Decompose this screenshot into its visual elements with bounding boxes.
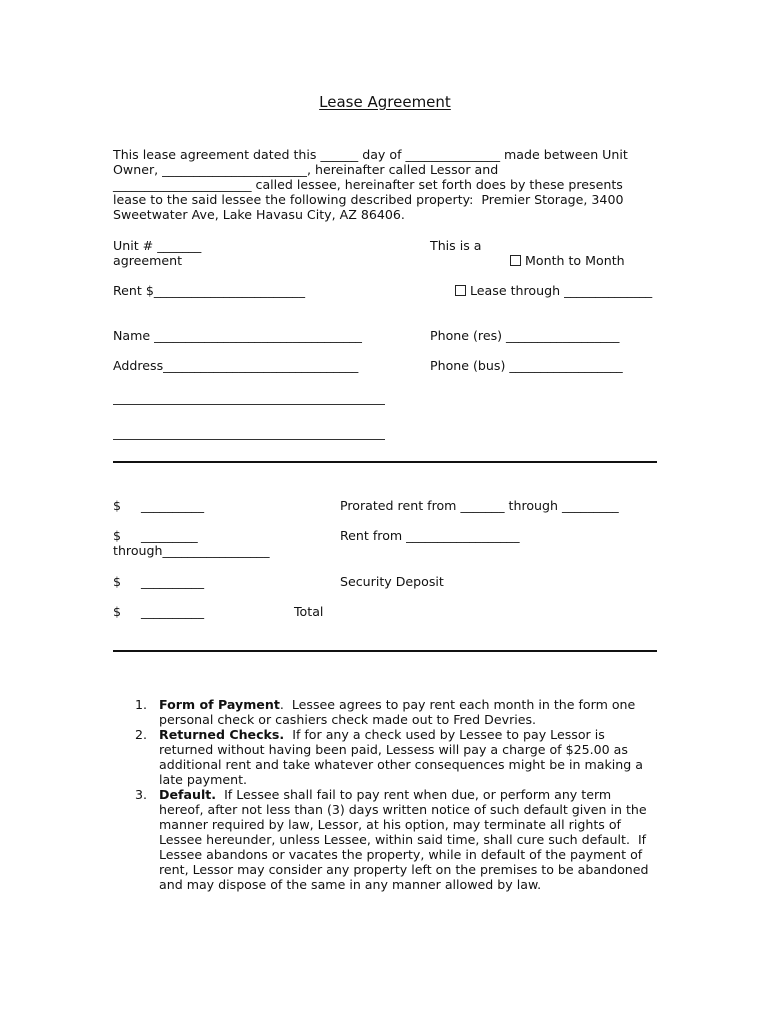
rent-through-field[interactable]: through_________________: [113, 543, 270, 558]
term-text: returned without having been paid, Lessess will pay a charge of $25.00 as: [159, 742, 628, 757]
section-divider: [113, 650, 657, 652]
month-to-month-label: Month to Month: [525, 253, 625, 268]
term-heading: Returned Checks.: [159, 727, 285, 742]
prorated-rent-field[interactable]: Prorated rent from _______ through _________: [340, 498, 619, 513]
terms-list: [113, 697, 699, 892]
intro-line: Sweetwater Ave, Lake Havasu City, AZ 86406.: [113, 207, 405, 222]
term-text: Lessee hereunder, unless Lessee, within said time, shall cure such default. If: [159, 832, 647, 847]
term-text: and may dispose of the same in any manner allowed by law.: [159, 877, 542, 892]
intro-paragraph: [113, 147, 673, 222]
term-text: Lessee abandons or vacates the property, while in default of the payment of: [159, 847, 643, 862]
term-text: rent, Lessor may consider any property left on the premises to be abandoned: [159, 862, 649, 877]
term-text: hereof, after not less than (3) days written notice of such default given in the: [159, 802, 647, 817]
security-deposit-amount-field[interactable]: $ __________: [113, 574, 204, 589]
term-text: late payment.: [159, 772, 248, 787]
term-text: additional rent and take whatever other consequences might be in making a: [159, 757, 643, 772]
intro-line: Owner, _______________________, hereinafter called Lessor and: [113, 162, 499, 177]
rent-from-field[interactable]: Rent from __________________: [340, 528, 520, 543]
lease-through-option[interactable]: [447, 268, 652, 298]
rent-field[interactable]: Rent $________________________: [113, 283, 305, 298]
term-number: 2.: [135, 727, 148, 742]
section-divider: [113, 461, 657, 463]
address-field[interactable]: Address_______________________________: [113, 358, 359, 373]
name-field[interactable]: Name _________________________________: [113, 328, 362, 343]
agreement-label: agreement: [113, 253, 183, 268]
term-text: . Lessee agrees to pay rent each month in the form one: [279, 697, 636, 712]
month-to-month-option[interactable]: [502, 238, 625, 268]
intro-line: This lease agreement dated this ______ day of _______________ made between Unit: [113, 147, 628, 162]
total-amount-field[interactable]: $ __________: [113, 604, 204, 619]
security-deposit-label: Security Deposit: [340, 574, 444, 589]
term-heading: Default.: [159, 787, 217, 802]
agreement-type-label: This is a: [430, 238, 482, 253]
phone-bus-field[interactable]: Phone (bus) __________________: [430, 358, 623, 373]
lease-through-label: Lease through ______________: [470, 283, 653, 298]
term-text: manner required by law, Lessor, at his option, may terminate all rights of: [159, 817, 621, 832]
term-text: If Lessee shall fail to pay rent when due, or perform any term: [216, 787, 612, 802]
document-title: Lease Agreement: [319, 93, 451, 111]
rent-amount-field[interactable]: $ _________: [113, 528, 198, 543]
total-label: Total: [294, 604, 324, 619]
term-text: personal check or cashiers check made out to Fred Devries.: [159, 712, 537, 727]
intro-line: ______________________ called lessee, hereinafter set forth does by these presents: [113, 177, 623, 192]
term-item: [135, 787, 699, 892]
term-text: If for any a check used by Lessee to pay Lessor is: [284, 727, 605, 742]
term-heading: Form of Payment: [159, 697, 280, 712]
phone-res-field[interactable]: Phone (res) __________________: [430, 328, 620, 343]
term-item: [135, 697, 699, 727]
prorated-amount-field[interactable]: $ __________: [113, 498, 204, 513]
intro-line: lease to the said lessee the following described property: Premier Storage, 3400: [113, 192, 624, 207]
address-line-3[interactable]: [113, 439, 385, 440]
term-number: 1.: [135, 697, 148, 712]
checkbox-icon[interactable]: [510, 255, 521, 266]
term-number: 3.: [135, 787, 148, 802]
address-line-2[interactable]: [113, 404, 385, 405]
term-item: [135, 727, 699, 787]
checkbox-icon[interactable]: [455, 285, 466, 296]
unit-number-field[interactable]: Unit # _______: [113, 238, 202, 253]
